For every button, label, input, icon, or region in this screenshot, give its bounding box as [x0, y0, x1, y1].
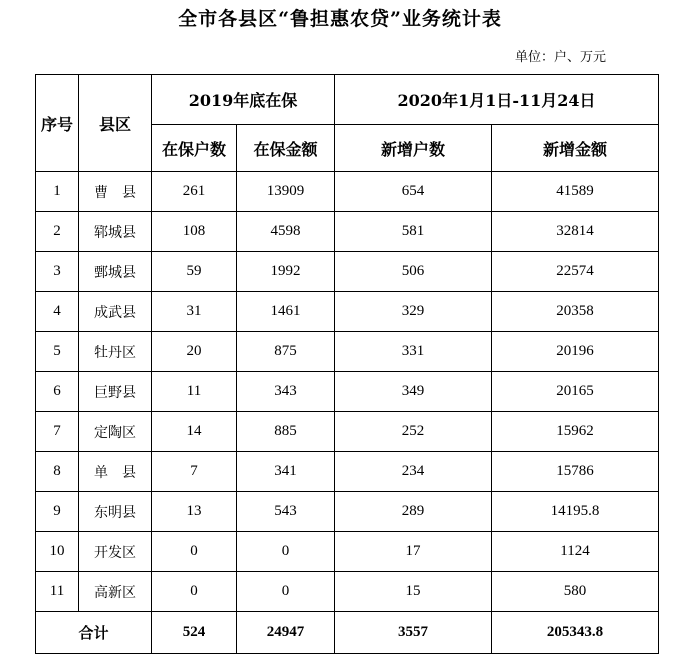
row-county: 开发区 [79, 532, 152, 572]
row-new-households: 506 [335, 252, 492, 292]
header-seq: 序号 [36, 75, 79, 172]
row-new-amount: 22574 [492, 252, 659, 292]
table-row [36, 332, 659, 372]
table-row [36, 212, 659, 252]
row-households: 59 [152, 252, 237, 292]
unit-label: 单位：户、万元 [514, 50, 606, 65]
row-new-amount: 14195.8 [492, 492, 659, 532]
total-amount: 24947 [237, 612, 335, 654]
total-households: 524 [152, 612, 237, 654]
table-row [36, 292, 659, 332]
total-row [36, 612, 659, 654]
row-households: 0 [152, 532, 237, 572]
row-seq: 7 [36, 412, 79, 452]
row-households: 7 [152, 452, 237, 492]
row-seq: 5 [36, 332, 79, 372]
row-county: 高新区 [79, 572, 152, 612]
header-county: 县区 [79, 75, 152, 172]
statistics-table [35, 74, 659, 654]
row-households: 261 [152, 172, 237, 212]
table-row [36, 412, 659, 452]
row-new-households: 17 [335, 532, 492, 572]
row-seq: 4 [36, 292, 79, 332]
row-amount: 885 [237, 412, 335, 452]
row-new-amount: 20358 [492, 292, 659, 332]
row-county: 成武县 [79, 292, 152, 332]
table-row [36, 452, 659, 492]
row-seq: 9 [36, 492, 79, 532]
total-new-amount: 205343.8 [492, 612, 659, 654]
row-new-households: 331 [335, 332, 492, 372]
table-row [36, 372, 659, 412]
row-seq: 1 [36, 172, 79, 212]
row-households: 108 [152, 212, 237, 252]
row-amount: 13909 [237, 172, 335, 212]
row-new-households: 252 [335, 412, 492, 452]
row-county: 单 县 [79, 452, 152, 492]
row-new-households: 329 [335, 292, 492, 332]
row-new-amount: 32814 [492, 212, 659, 252]
row-amount: 0 [237, 532, 335, 572]
row-amount: 1992 [237, 252, 335, 292]
row-county: 东明县 [79, 492, 152, 532]
table-row [36, 492, 659, 532]
row-amount: 875 [237, 332, 335, 372]
total-new-households: 3557 [335, 612, 492, 654]
row-new-amount: 15962 [492, 412, 659, 452]
table-body [36, 172, 659, 612]
row-amount: 0 [237, 572, 335, 612]
row-amount: 1461 [237, 292, 335, 332]
row-county: 牡丹区 [79, 332, 152, 372]
row-amount: 343 [237, 372, 335, 412]
page-title: 全市各县区“鲁担惠农贷”业务统计表 [178, 8, 502, 30]
row-new-amount: 15786 [492, 452, 659, 492]
row-new-amount: 20165 [492, 372, 659, 412]
row-new-households: 289 [335, 492, 492, 532]
row-amount: 4598 [237, 212, 335, 252]
row-county: 郓城县 [79, 212, 152, 252]
row-households: 0 [152, 572, 237, 612]
table-row [36, 572, 659, 612]
row-new-amount: 41589 [492, 172, 659, 212]
row-amount: 341 [237, 452, 335, 492]
table-row [36, 252, 659, 292]
header-amount-in-force: 在保金额 [237, 125, 335, 172]
row-new-households: 234 [335, 452, 492, 492]
row-seq: 3 [36, 252, 79, 292]
header-new-amount: 新增金额 [492, 125, 659, 172]
row-households: 13 [152, 492, 237, 532]
row-seq: 2 [36, 212, 79, 252]
table-row [36, 532, 659, 572]
row-county: 曹 县 [79, 172, 152, 212]
row-new-households: 654 [335, 172, 492, 212]
row-seq: 8 [36, 452, 79, 492]
row-county: 巨野县 [79, 372, 152, 412]
row-households: 20 [152, 332, 237, 372]
table-row [36, 172, 659, 212]
row-households: 31 [152, 292, 237, 332]
row-new-amount: 20196 [492, 332, 659, 372]
row-county: 定陶区 [79, 412, 152, 452]
total-label: 合计 [36, 612, 152, 654]
header-households-in-force: 在保户数 [152, 125, 237, 172]
header-new-households: 新增户数 [335, 125, 492, 172]
header-group-2019: 2019年底在保 [152, 75, 335, 125]
row-households: 14 [152, 412, 237, 452]
row-new-amount: 1124 [492, 532, 659, 572]
row-seq: 11 [36, 572, 79, 612]
row-new-households: 581 [335, 212, 492, 252]
row-new-amount: 580 [492, 572, 659, 612]
row-county: 鄄城县 [79, 252, 152, 292]
header-row-group [36, 75, 659, 125]
row-households: 11 [152, 372, 237, 412]
header-group-2020: 2020年1月1日-11月24日 [335, 75, 659, 125]
row-seq: 6 [36, 372, 79, 412]
row-seq: 10 [36, 532, 79, 572]
row-new-households: 349 [335, 372, 492, 412]
row-new-households: 15 [335, 572, 492, 612]
row-amount: 543 [237, 492, 335, 532]
